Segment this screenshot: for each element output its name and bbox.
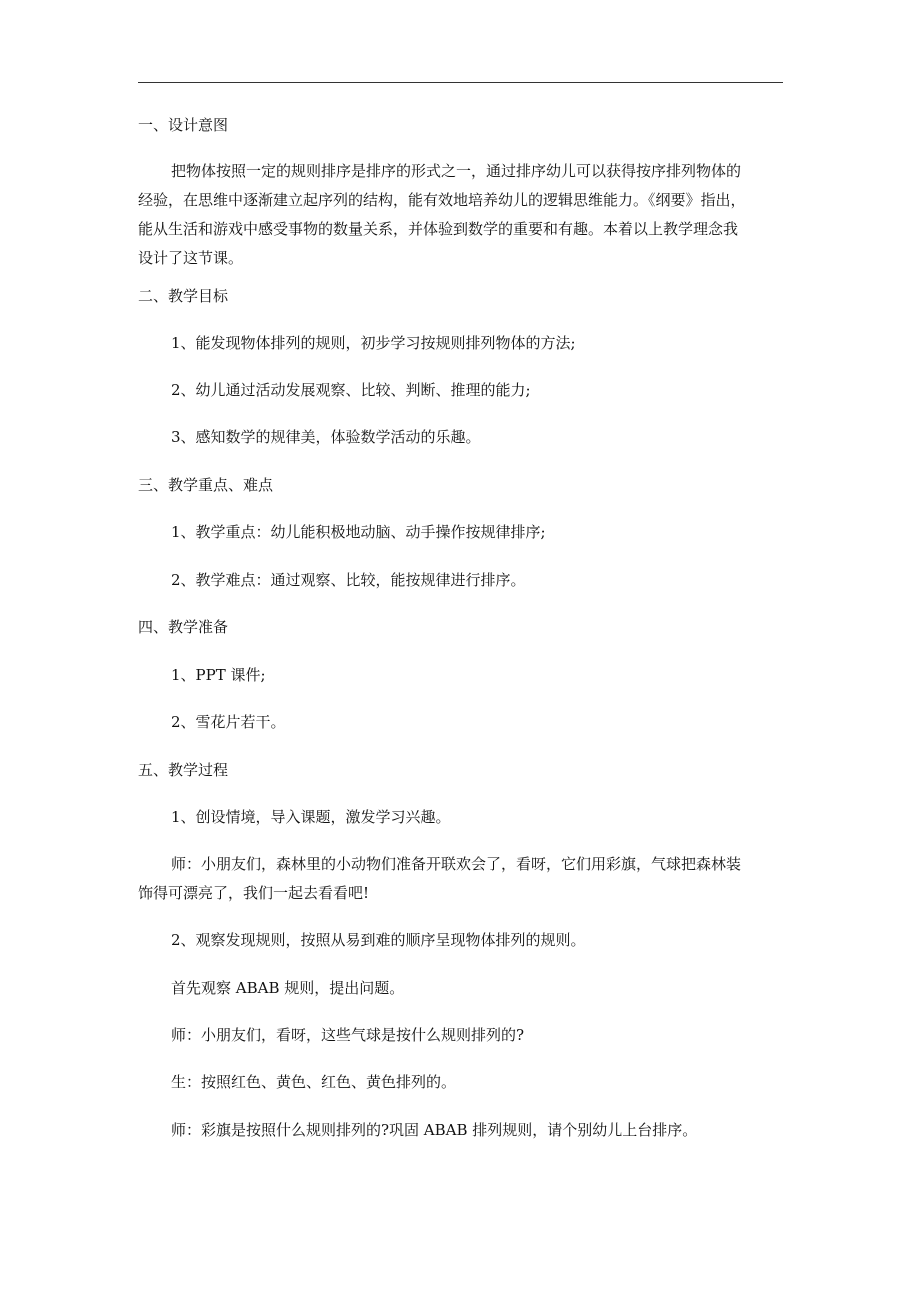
list-item: 师：小朋友们，看呀，这些气球是按什么规则排列的?	[171, 1026, 525, 1044]
paragraph-line: 经验，在思维中逐渐建立起序列的结构，能有效地培养幼儿的逻辑思维能力。《纲要》指出，	[138, 191, 746, 209]
section-heading: 一、设计意图	[138, 116, 229, 134]
list-item: 2、观察发现规则，按照从易到难的顺序呈现物体排列的规则。	[171, 931, 586, 949]
list-item: 1、创设情境，导入课题，激发学习兴趣。	[171, 808, 451, 826]
list-item: 1、PPT 课件;	[171, 666, 266, 684]
section-heading: 五、教学过程	[138, 761, 229, 779]
list-item: 生：按照红色、黄色、红色、黄色排列的。	[171, 1073, 457, 1091]
header-rule	[138, 82, 783, 83]
paragraph-line: 把物体按照一定的规则排序是排序的形式之一，通过排序幼儿可以获得按序排列物体的	[171, 162, 742, 180]
list-item: 1、能发现物体排列的规则，初步学习按规则排列物体的方法;	[171, 334, 576, 352]
list-item: 师：彩旗是按照什么规则排列的?巩固 ABAB 排列规则，请个别幼儿上台排序。	[171, 1121, 698, 1139]
list-item: 2、教学难点：通过观察、比较，能按规律进行排序。	[171, 571, 526, 589]
section-heading: 三、教学重点、难点	[138, 476, 274, 494]
paragraph-line: 设计了这节课。	[138, 249, 244, 267]
list-item: 首先观察 ABAB 规则，提出问题。	[171, 979, 405, 997]
paragraph-line: 能从生活和游戏中感受事物的数量关系，并体验到数学的重要和有趣。本着以上教学理念我	[138, 220, 739, 238]
dialog-line: 师：小朋友们，森林里的小动物们准备开联欢会了，看呀，它们用彩旗，气球把森林装	[171, 855, 742, 873]
list-item: 2、雪花片若干。	[171, 713, 286, 731]
section-heading: 四、教学准备	[138, 618, 229, 636]
dialog-line: 饰得可漂亮了，我们一起去看看吧!	[138, 884, 370, 902]
list-item: 2、幼儿通过活动发展观察、比较、判断、推理的能力;	[171, 381, 531, 399]
list-item: 1、教学重点：幼儿能积极地动脑、动手操作按规律排序;	[171, 523, 546, 541]
list-item: 3、感知数学的规律美，体验数学活动的乐趣。	[171, 428, 481, 446]
section-heading: 二、教学目标	[138, 287, 229, 305]
